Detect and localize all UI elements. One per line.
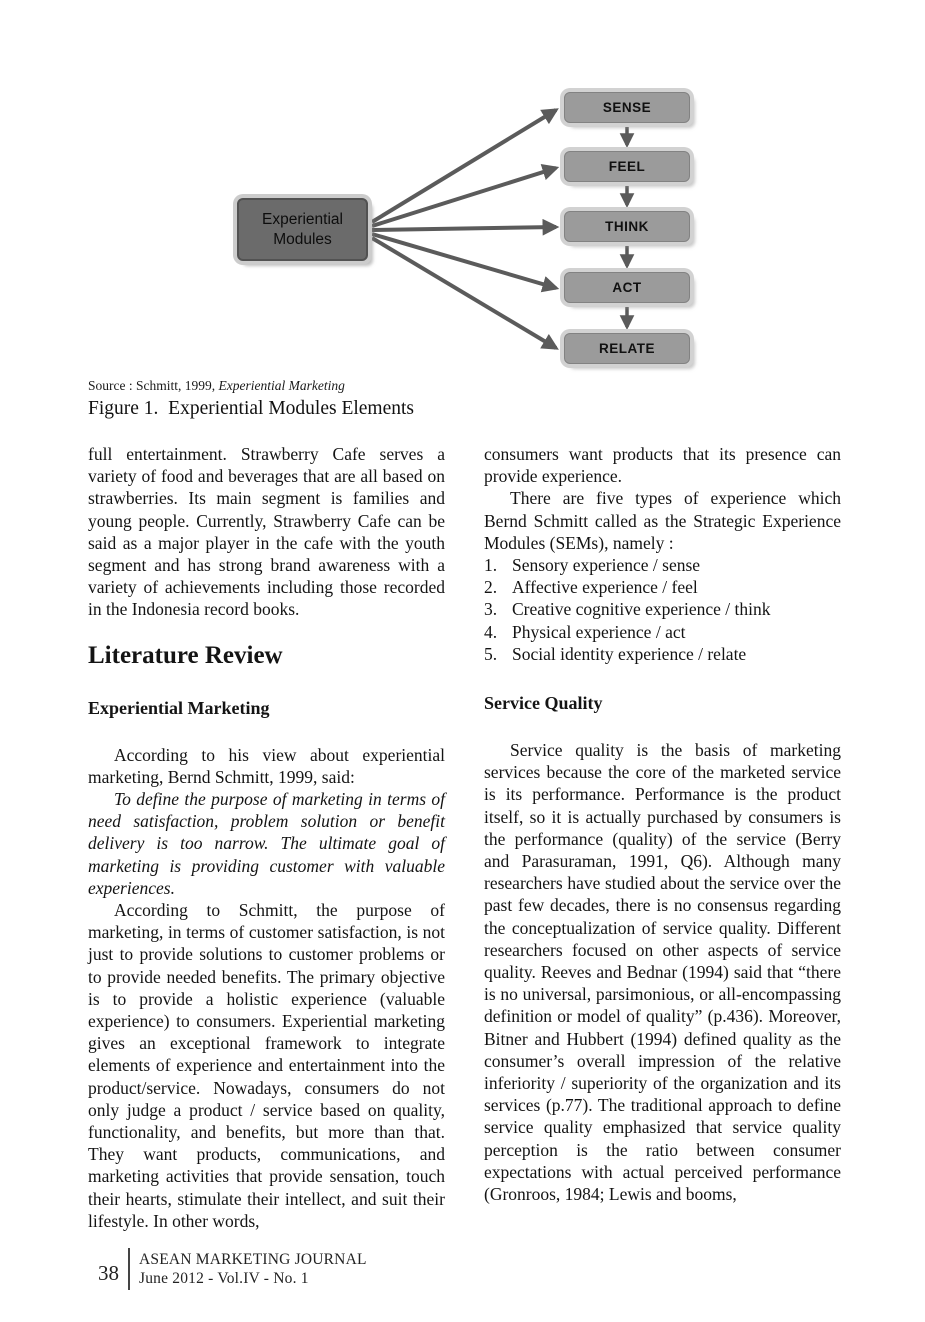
- list-number: 5.: [484, 643, 498, 664]
- page-footer: [98, 1248, 367, 1290]
- list-item: [484, 621, 841, 643]
- page-number: 38: [98, 1260, 119, 1285]
- list-text: Social identity experience / relate: [512, 643, 747, 664]
- paragraph-schmitt-view: According to his view about experiential marketing, Bernd Schmitt, 1999, said:: [88, 744, 445, 787]
- hub-label: Experiential Modules: [262, 210, 343, 248]
- figure-source-text: Source : Schmitt, 1999,: [88, 378, 219, 393]
- paragraph-strawberry-cafe: full entertainment. Strawberry Cafe serves a variety of food and beverages that are all based on strawberries. Its main segment is families and young people. Currently, Strawberry Cafe can be said as a major player in the cafe with the youth segment and has strong brand awareness with a variety of achievements including those recorded in the Indonesia record books.: [88, 444, 445, 620]
- list-text: Sensory experience / sense: [512, 555, 701, 576]
- list-text: Physical experience / act: [512, 621, 686, 642]
- module-box-sense: SENSE: [564, 92, 690, 123]
- experiential-modules-diagram: [0, 85, 925, 380]
- paragraph-provide-experience: consumers want products that its presence can provide experience.: [484, 444, 841, 487]
- list-item: [484, 576, 841, 598]
- module-box-act: ACT: [564, 272, 690, 303]
- figure-source-work-title: Experiential Marketing: [218, 378, 345, 393]
- paragraph-five-types: There are five types of experience which Bernd Schmitt called as the Strategic Experience Modules (SEMs), namely :: [484, 488, 841, 553]
- right-column: [484, 443, 841, 1232]
- list-text: Creative cognitive experience / think: [512, 599, 771, 620]
- module-box-relate: RELATE: [564, 333, 690, 364]
- diagram-arrows: [0, 85, 925, 380]
- paragraph-purpose-of-marketing: According to Schmitt, the purpose of marketing, in terms of customer satisfaction, is not just to provide solutions to customer problems or to provide needed benefits. The primary objective is to provide a holistic experience (valuable experience) to consumers. Experiential marketing gives an exceptional framework to integrate elements of experience and entertainment into the product/service. Nowadays, consumers do not only judge a product / service based on quality, functionality, and benefits, but more than that. They want products, communications, and marketing activities that provide sensation, touch their hearts, stimulate their intellect, and suit their lifestyle. In other words,: [88, 900, 445, 1231]
- body-columns: [88, 443, 842, 1232]
- module-box-feel: FEEL: [564, 151, 690, 182]
- list-number: 4.: [484, 621, 498, 642]
- journal-issue: June 2012 - Vol.IV - No. 1: [139, 1270, 309, 1287]
- module-box-think: THINK: [564, 211, 690, 242]
- footer-journal-block: [130, 1250, 367, 1288]
- figure-source-note: [88, 378, 345, 394]
- list-item: [484, 554, 841, 576]
- list-item: [484, 643, 841, 665]
- subheading-experiential-marketing: Experiential Marketing: [88, 697, 270, 718]
- list-item: [484, 598, 841, 620]
- hub-box-experiential-modules: [237, 198, 368, 261]
- figure-caption: Figure 1. Experiential Modules Elements: [88, 398, 415, 419]
- sem-list: [484, 554, 841, 665]
- list-number: 3.: [484, 599, 498, 620]
- blockquote-schmitt: To define the purpose of marketing in terms of need satisfaction, problem solution or benefit delivery is too narrow. The ultimate goal of marketing is providing customer with valuable experiences.: [88, 789, 445, 898]
- left-column: [88, 443, 445, 1232]
- list-number: 1.: [484, 555, 498, 576]
- paragraph-service-quality: Service quality is the basis of marketing services because the core of the marketed service is its performance. Performance is the product itself, so it is actually purchased by consumers is the performance (quality) of the service (Berry and Parasuraman, 1991, Q6). Although many researchers have studied about the service over the past few decades, there is no consensus regarding the conceptualization of service quality. Different researchers focused on other aspects of service quality. Reeves and Bednar (1994) said that “there is no universal, parsimonious, or all-encompassing definition or model of quality” (p.436). Moreover, Bitner and Hubbert (1994) defined quality as the consumer’s overall impression of the relative inferiority / superiority of the organization and its services (p.77). The traditional approach to define service quality emphasized that service quality perception is the ratio between consumer expectations with actual perceived performance (Gronroos, 1984; Lewis and booms,: [484, 740, 841, 1205]
- journal-name: ASEAN MARKETING JOURNAL: [139, 1251, 367, 1268]
- list-number: 2.: [484, 577, 498, 598]
- list-text: Affective experience / feel: [512, 577, 698, 598]
- subheading-service-quality: Service Quality: [484, 693, 603, 714]
- section-heading-literature-review: Literature Review: [88, 641, 283, 669]
